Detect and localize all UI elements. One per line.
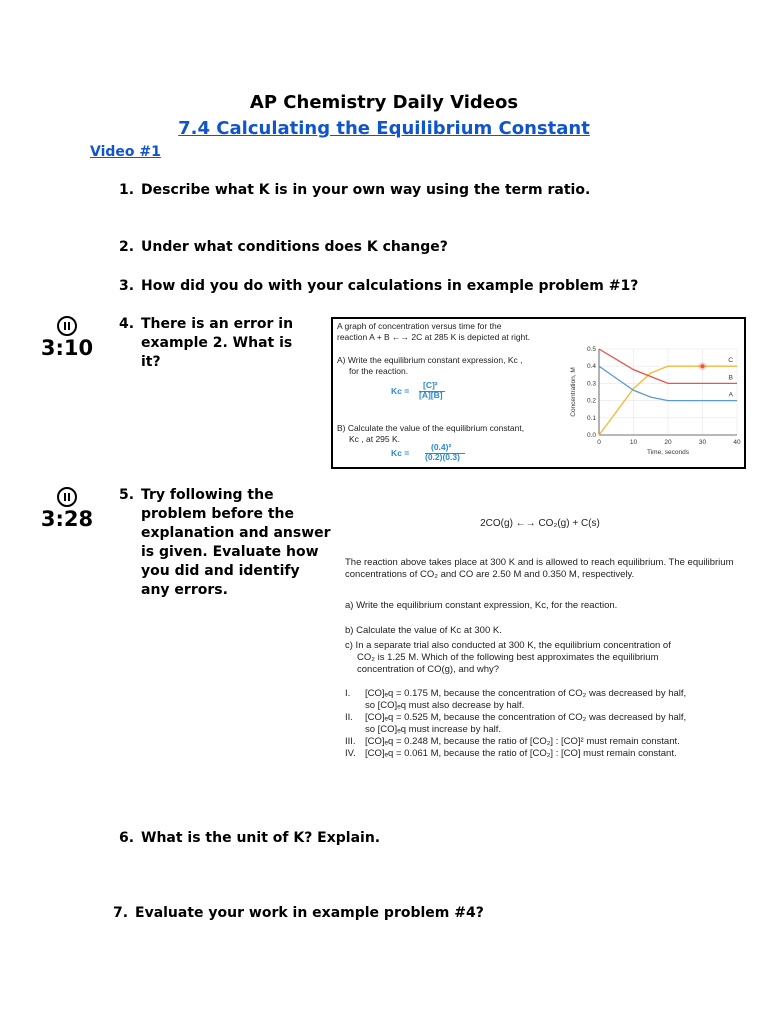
series-label-C: C [728, 357, 733, 365]
question-number: 3. [119, 278, 135, 294]
question-number: 5. [119, 487, 135, 503]
question-4 [119, 315, 319, 375]
question-text-line: is given. Evaluate how [141, 544, 319, 560]
reaction-equation: 2CO(g) ←→ CO₂(g) + C(s) [480, 518, 600, 529]
option-1: I. [CO]ₑq = 0.175 M, because the concentration of CO₂ was decreased by half, so [CO]ₑq must also decrease by half. [345, 688, 687, 711]
example-5-options [345, 688, 750, 760]
question-text: Describe what K is in your own way using the term ratio. [141, 182, 591, 198]
y-tick-label: 0.2 [586, 397, 596, 405]
pause-icon [57, 316, 77, 336]
y-tick-label: 0.4 [586, 363, 596, 371]
question-text-line: There is an error in [141, 316, 294, 332]
question-number: 2. [119, 239, 135, 255]
question-text: Evaluate your work in example problem #4? [135, 905, 484, 921]
page-title: AP Chemistry Daily Videos [249, 92, 519, 113]
example-2-part-b: B) Calculate the value of the equilibrium constant, Kᴄ , at 295 K. [337, 423, 525, 444]
y-tick-label: 0.0 [586, 432, 596, 439]
option-4: IV. [CO]ₑq = 0.061 M, because the ratio of [CO₂] : [CO] must remain constant. [345, 748, 677, 759]
y-tick-label: 0.3 [586, 380, 596, 388]
question-text-line: any errors. [141, 582, 228, 598]
page-subtitle-link[interactable]: 7.4 Calculating the Equilibrium Constant [178, 118, 590, 139]
question-5 [119, 486, 334, 606]
x-tick-label: 0 [597, 439, 601, 446]
question-text-line: Try following the [141, 487, 274, 503]
x-tick-label: 30 [698, 439, 707, 446]
concentration-time-chart [565, 343, 745, 467]
y-tick-label: 0.1 [586, 414, 596, 422]
question-text: Under what conditions does K change? [141, 239, 448, 255]
question-1 [119, 181, 739, 201]
option-2: II. [CO]ₑq = 0.525 M, because the concentration of CO₂ was decreased by half, so [CO]ₑq must increase by half. [345, 712, 687, 735]
y-tick-label: 0.5 [586, 346, 596, 353]
example-5-intro: The reaction above takes place at 300 K and is allowed to reach equilibrium. The equilibrium concentrations of CO₂ and CO are 2.50 M and 0.350 M, respectively. [345, 557, 734, 580]
example-5-part-a: a) Write the equilibrium constant expression, Kᴄ, for the reaction. [345, 600, 618, 611]
timestamp-label: 3:28 [40, 507, 94, 531]
example-2-intro: A graph of concentration versus time for the reaction A + B ←→ 2C at 285 K is depicted at right. [337, 321, 531, 342]
series-label-B: B [728, 374, 733, 382]
example-5-part-c: c) In a separate trial also conducted at 300 K, the equilibrium concentration of CO₂ is 1.25 M. Which of the following best approximates the equilibrium concentration of CO(g), and why? [345, 640, 671, 675]
x-tick-label: 10 [629, 439, 638, 446]
option-3: III. [CO]ₑq = 0.248 M, because the ratio of [CO₂] : [CO]² must remain constant. [345, 736, 680, 747]
pause-icon [57, 487, 77, 507]
question-text-line: it? [141, 354, 161, 370]
question-number: 6. [119, 830, 135, 846]
x-tick-label: 40 [733, 439, 741, 446]
equilibrium-marker [701, 364, 705, 368]
question-text-line: problem before the [141, 506, 294, 522]
question-number: 7. [113, 905, 129, 921]
question-number: 1. [119, 182, 135, 198]
x-tick-label: 20 [664, 439, 672, 446]
question-7 [113, 904, 733, 924]
question-text-line: you did and identify [141, 563, 300, 579]
question-text-line: example 2. What is [141, 335, 293, 351]
question-6 [119, 829, 739, 849]
video-1-link[interactable]: Video #1 [90, 144, 161, 160]
timestamp-label: 3:10 [40, 336, 94, 360]
y-axis-label: Concentration, M [570, 367, 577, 417]
question-3 [119, 277, 739, 297]
video-timestamp-q5[interactable] [36, 487, 98, 530]
question-text: How did you do with your calculations in example problem #1? [141, 278, 639, 294]
question-text: What is the unit of K? Explain. [141, 830, 381, 846]
question-number: 4. [119, 316, 135, 332]
example-5-part-b: b) Calculate the value of Kᴄ at 300 K. [345, 625, 502, 636]
series-label-A: A [728, 391, 733, 399]
example-5-problem [340, 510, 750, 772]
video-timestamp-q4[interactable] [36, 316, 98, 359]
question-text-line: explanation and answer [141, 525, 331, 541]
question-2 [119, 238, 739, 258]
x-axis-label: Time, seconds [646, 449, 690, 456]
example-2-part-a: A) Write the equilibrium constant expression, Kᴄ , for the reaction. [337, 355, 523, 376]
example-2-panel: A graph of concentration versus time for the reaction A + B ←→ 2C at 285 K is depicted at right. A) Write the equilibrium constant expression, Kᴄ , for the reaction. Kᴄ = [C]² [A][B] B) Calculate the value of the equilibrium constant, Kᴄ , at 295 K. Kᴄ = (0.4)² (0.2)(0.3) 0 10 20 30 40 0.0 0.1 0.2 0.3 0.4 0.5 Time, seconds Concentration, M C B A [331, 317, 746, 469]
